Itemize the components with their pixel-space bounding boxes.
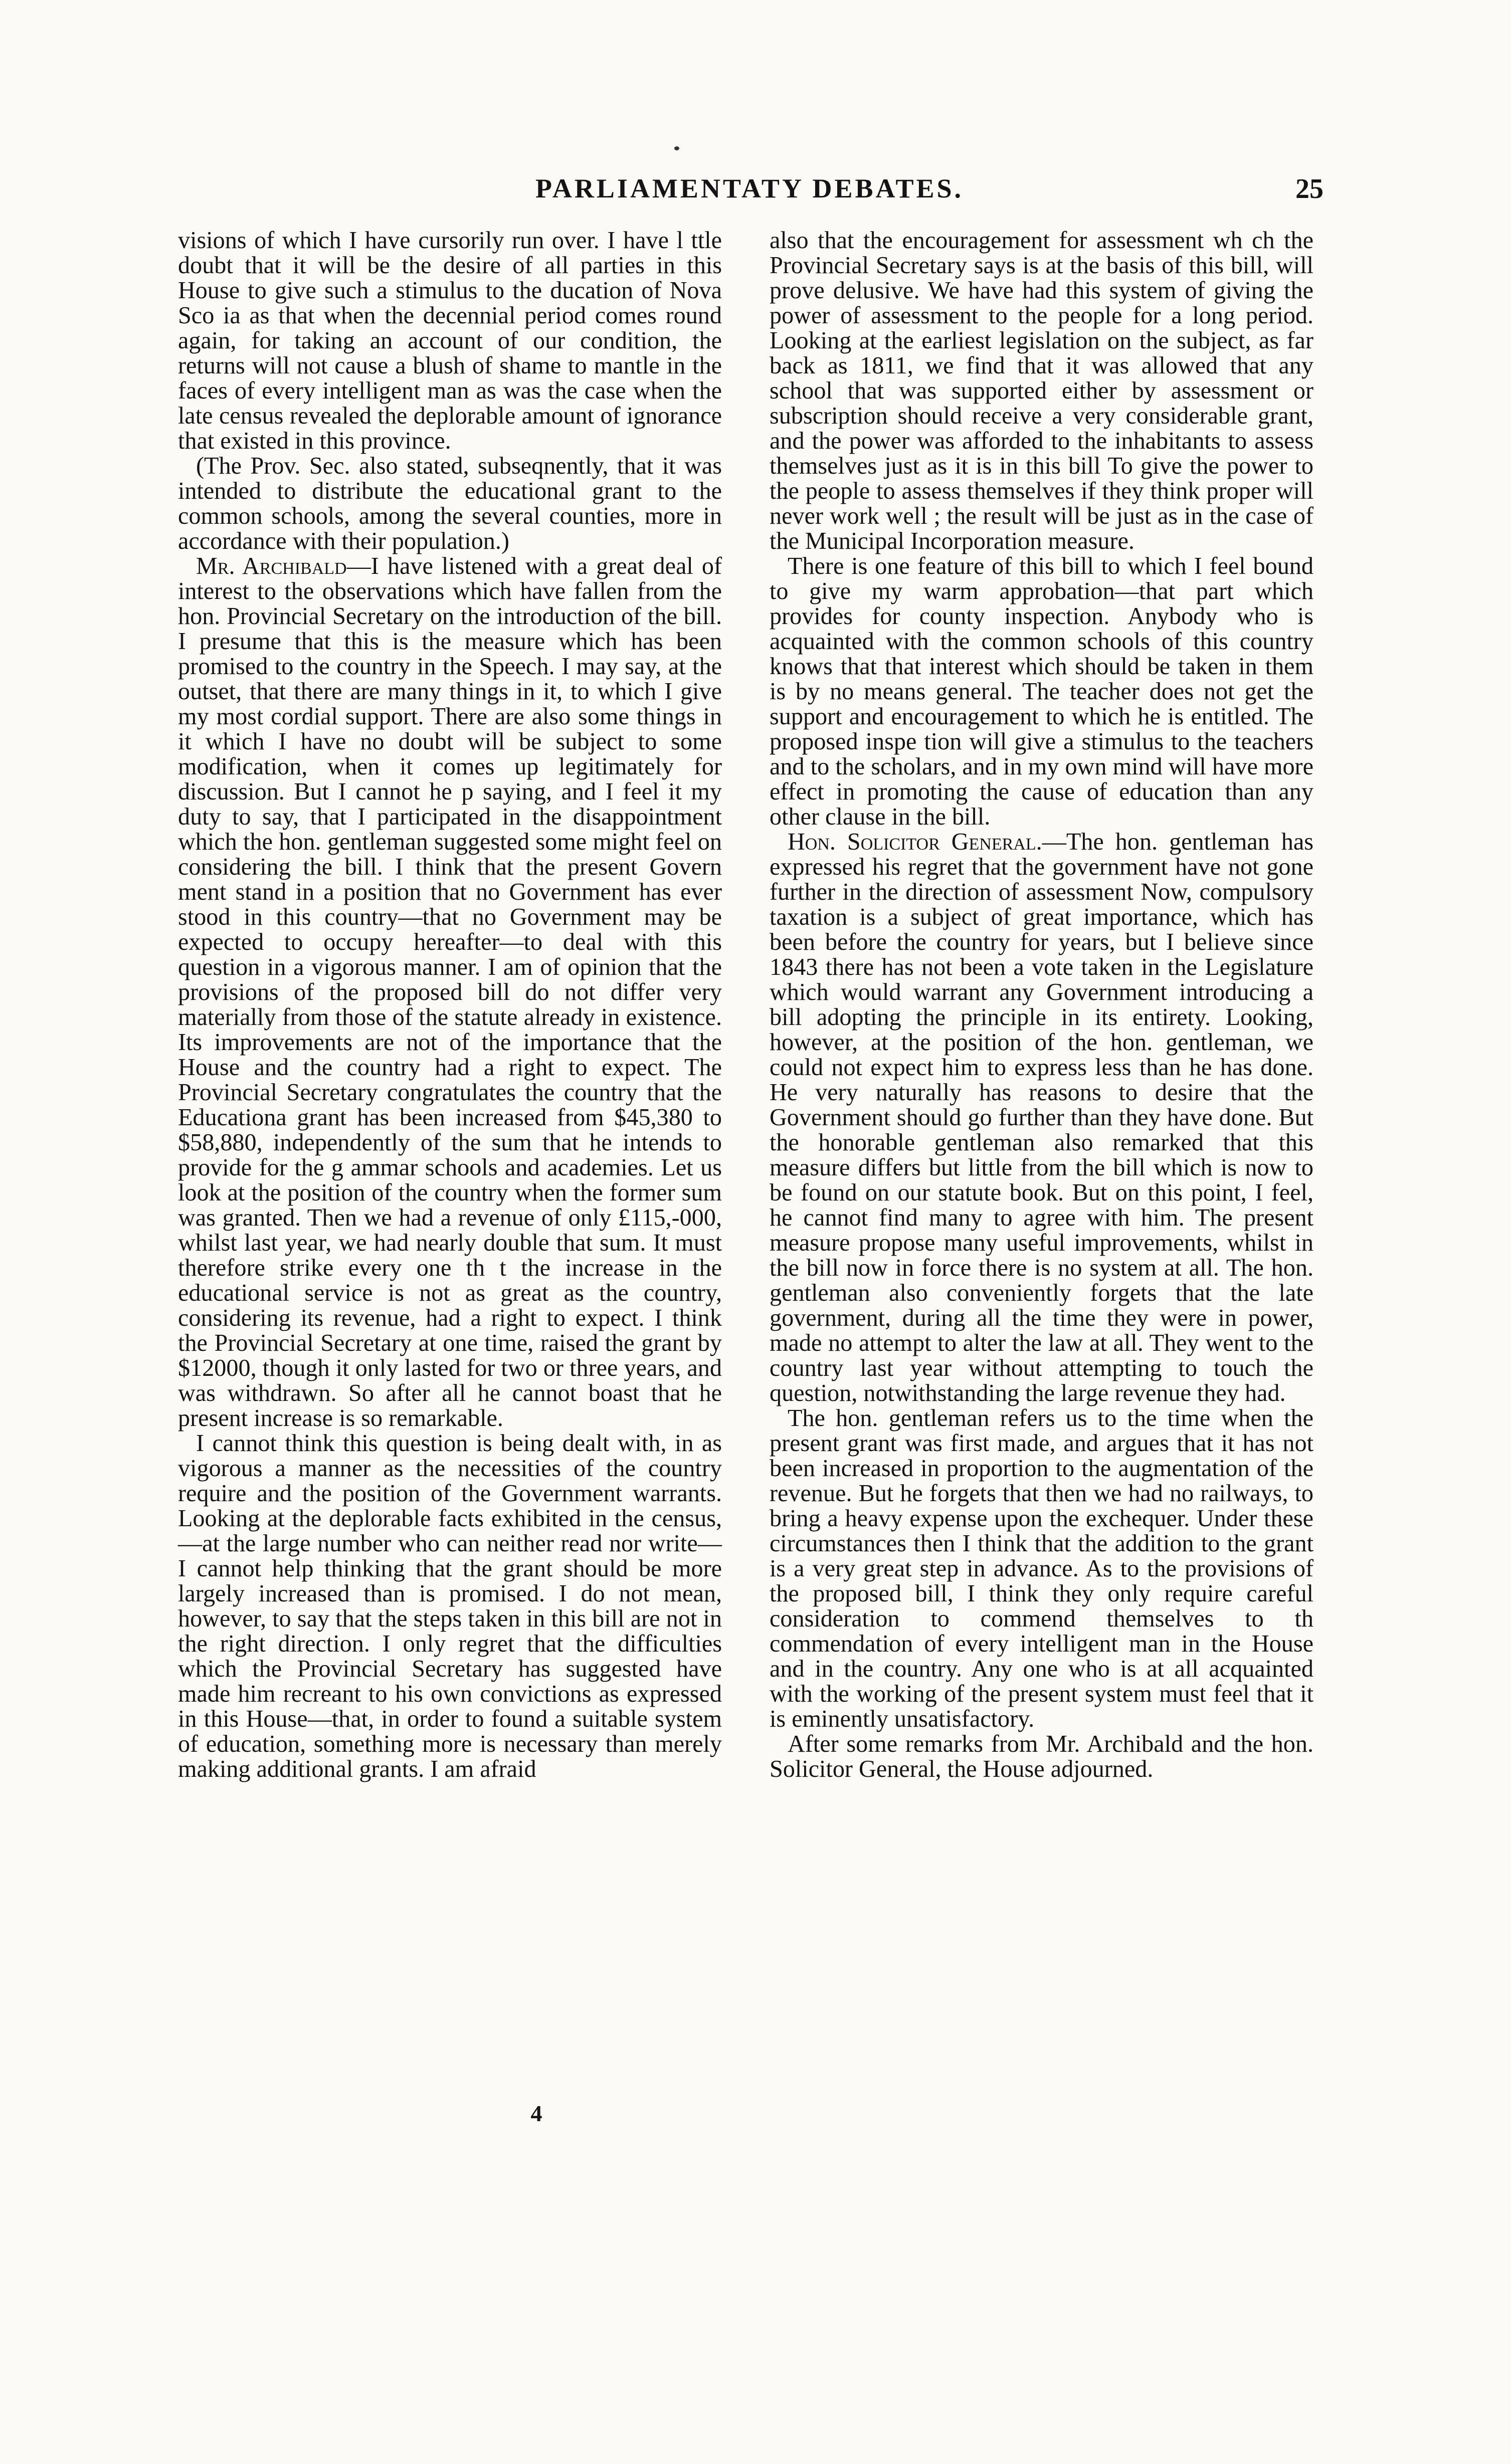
speaker-name: Hon. Solicitor General (788, 829, 1036, 855)
running-title: PARLIAMENTATY DEBATES. (535, 173, 964, 203)
right-column (770, 228, 1313, 1782)
paragraph: Mr. Archibald—I have listened with a great deal of interest to the observations which have fallen from the hon. Provincial Secretary on the introduction of the bill. I presume that this is the measure which has been promised to the country in the Speech. I may say, at the outset, that there are many things in it, to which I give my most cordial support. There are also some things in it which I have no doubt will be subject to some modification, when it comes up legitimately for discussion. But I cannot he p saying, and I feel it my duty to say, that I participated in the disappointment which the hon. gentleman suggested some might feel on considering the bill. I think that the present Govern ment stand in a position that no Government has ever stood in this country—that no Government may be expected to occupy hereafter—to deal with this question in a vigorous manner. I am of opinion that the provisions of the proposed bill do not differ very materially from those of the statute already in existence. Its improvements are not of the importance that the House and the country had a right to expect. The Provincial Secretary congratulates the country that the Educationa grant has been increased from $45,380 to $58,880, independently of the sum that he intends to provide for the g ammar schools and academies. Let us look at the position of the country when the former sum was granted. Then we had a revenue of only £115,-000, whilst last year, we had nearly double that sum. It must therefore strike every one th t the increase in the educational service is not as great as the country, considering its revenue, had a right to expect. I think the Provincial Secretary at one time, raised the grant by $12000, though it only lasted for two or three years, and was withdrawn. So after all he cannot boast that he present increase is so remarkable. (178, 553, 722, 1431)
left-column (178, 228, 722, 1782)
paragraph: Hon. Solicitor General.—The hon. gentleman has expressed his regret that the government have not gone further in the direction of assessment Now, compulsory taxation is a subject of great importance, which has been before the country for years, but I believe since 1843 there has not been a vote taken in the Legislature which would warrant any Government introducing a bill adopting the principle in its entirety. Looking, however, at the position of the hon. gentleman, we could not expect him to express less than he has done. He very naturally has reasons to desire that the Government should go further than they have done. But the honorable gentleman also remarked that this measure differs but little from the bill which is now to be found on our statute book. But on this point, I feel, he cannot find many to agree with him. The present measure propose many useful improvements, whilst in the bill now in force there is no system at all. The hon. gentleman also conveniently forgets that the late government, during all the time they were in power, made no attempt to alter the law at all. They went to the country last year without attempting to touch the question, notwithstanding the large revenue they had. (770, 829, 1313, 1406)
paragraph: The hon. gentleman refers us to the time when the present grant was first made, and argues that it has not been increased in proportion to the augmentation of the revenue. But he forgets that then we had no railways, to bring a heavy expense upon the exchequer. Under these circumstances then I think that the addition to the grant is a very great step in advance. As to the provisions of the proposed bill, I think they only require careful consideration to commend themselves to th commendation of every intelligent man in the House and in the country. Any one who is at all acquainted with the working of the present system must feel that it is eminently unsatisfactory. (770, 1405, 1313, 1732)
paragraph: (The Prov. Sec. also stated, subseqnently, that it was intended to distribute the educational grant to the common schools, among the several counties, more in accordance with their population.) (178, 453, 722, 554)
page-header (175, 173, 1324, 218)
paragraph: visions of which I have cursorily run over. I have l ttle doubt that it will be the desire of all parties in this House to give such a stimulus to the ducation of Nova Sco ia as that when the decennial period comes round again, for taking an account of our condition, the returns will not cause a blush of shame to mantle in the faces of every intelligent man as was the case when the late census revealed the deplorable amount of ignorance that existed in this province. (178, 227, 722, 454)
decorative-dot (674, 146, 679, 150)
paragraph: also that the encouragement for assessment wh ch the Provincial Secretary says is at the basis of this bill, will prove delusive. We have had this system of giving the power of assessment to the people for a long period. Looking at the earliest legislation on the subject, as far back as 1811, we find that it was allowed that any school that was supported either by assessment or subscription should receive a very considerable grant, and the power was afforded to the inhabitants to assess themselves just as it is in this bill To give the power to the people to assess themselves if they think proper will never work well ; the result will be just as in the case of the Municipal Incorporation measure. (770, 227, 1313, 554)
signature-mark: 4 (530, 2101, 542, 2126)
paragraph: I cannot think this question is being dealt with, in as vigorous a manner as the necessities of the country require and the position of the Government warrants. Looking at the deplorable facts exhibited in the census,—at the large number who can neither read nor write—I cannot help thinking that the grant should be more largely increased than is promised. I do not mean, however, to say that the steps taken in this bill are not in the right direction. I only regret that the difficulties which the Provincial Secretary has suggested have made him recreant to his own convictions as expressed in this House—that, in order to found a suitable system of education, something more is necessary than merely making additional grants. I am afraid (178, 1430, 722, 1782)
paragraph: There is one feature of this bill to which I feel bound to give my warm approbation—that part which provides for county inspection. Anybody who is acquainted with the common schools of this country knows that that interest which should be taken in them is by no means general. The teacher does not get the support and encouragement to which he is entitled. The proposed inspe tion will give a stimulus to the teachers and to the scholars, and in my own mind will have more effect in promoting the cause of education than any other clause in the bill. (770, 553, 1313, 830)
paragraph: After some remarks from Mr. Archibald and the hon. Solicitor General, the House adjourned. (770, 1731, 1313, 1782)
speaker-name: Mr. Archibald (196, 553, 347, 579)
page-number: 25 (1295, 173, 1324, 204)
